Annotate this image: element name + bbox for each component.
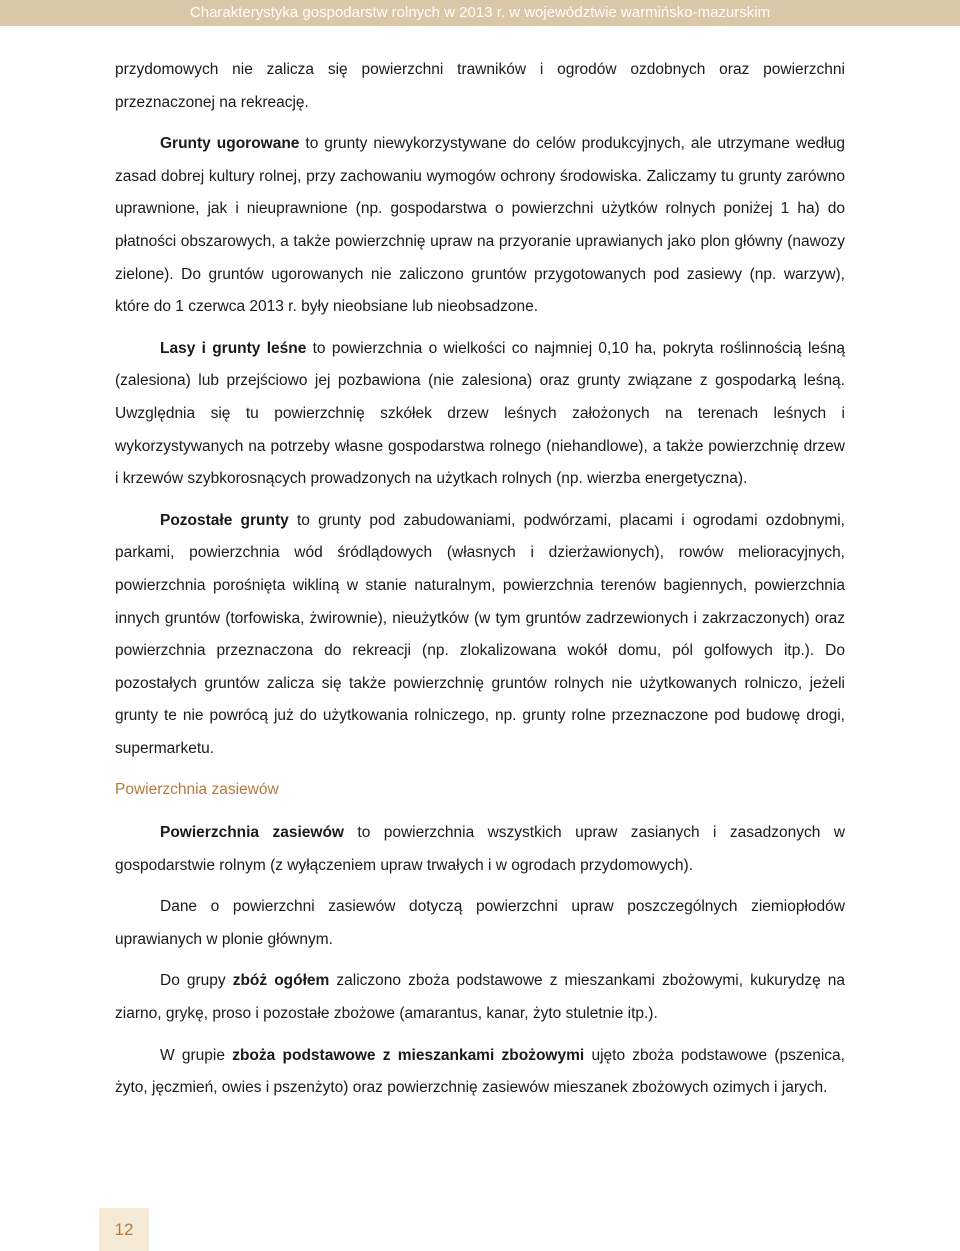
- paragraph-text: W grupie: [160, 1046, 233, 1064]
- term-forests: Lasy i grunty leśne: [160, 339, 307, 357]
- paragraph-text: to grunty niewykorzystywane do celów produkcyjnych, ale utrzymane według zasad dobrej kultury rolnej, przy zachowaniu wymogów ochrony środowiska. Zaliczamy tu grunty zarówno uprawnione, jak i nieuprawnione (np. gospodarstwa o powierzchni użytków rolnych poniżej 1 ha) do płatności obszarowych, a także powierzchnię upraw na przyoranie uprawianych jako plon główny (nawozy zielone). Do gruntów ugorowanych nie zaliczono gruntów przygotowanych pod zasiewy (np. warzyw), które do 1 czerwca 2013 r. były nieobsiane lub nieobsadzone.: [115, 135, 845, 316]
- page-number: 12: [114, 1220, 134, 1239]
- paragraph-text: Do grupy: [160, 972, 233, 990]
- paragraph-sown-area: [115, 817, 845, 882]
- paragraph-text: to powierzchnia o wielkości co najmniej 0,10 ha, pokryta roślinnością leśną (zalesiona) lub przejściowo jej pozbawiona (nie zalesiona) oraz grunty związane z gospodarką leśną. Uwzględnia się tu powierzchnię szkółek drzew leśnych założonych na terenach leśnych i wykorzystywanych na potrzeby własne gospodarstwa rolnego (niehandlowe), a także powierzchnię drzew i krzewów szybkorosnących prowadzonych na użytkach rolnych (np. wierzba energetyczna).: [115, 339, 845, 488]
- running-header: [0, 0, 960, 26]
- paragraph-text: zaliczono zboża podstawowe z mieszankami zbożowymi, kukurydzę na ziarno, grykę, proso i pozostałe zbożowe (amarantus, kanar, żyto stuletnie itp.).: [115, 972, 846, 1023]
- paragraph-lawns: [115, 54, 845, 119]
- section-heading: [115, 774, 845, 807]
- term-other-land: Pozostałe grunty: [160, 511, 289, 529]
- paragraph-forests: [115, 333, 845, 496]
- term-basic-cereals: zboża podstawowe z mieszankami zbożowymi: [232, 1046, 585, 1064]
- paragraph-sown-data: [115, 891, 845, 956]
- paragraph-basic-cereals: [115, 1040, 845, 1105]
- term-fallow-land: Grunty ugorowane: [160, 135, 300, 153]
- paragraph-text: przydomowych nie zalicza się powierzchni trawników i ogrodów ozdobnych oraz powierzchni przeznaczonej na rekreację.: [115, 61, 845, 111]
- section-heading-text: Powierzchnia zasiewów: [115, 781, 279, 799]
- paragraph-fallow-land: [115, 128, 845, 324]
- running-header-title: Charakterystyka gospodarstw rolnych w 2013 r. w województwie warmińsko-mazurskim: [189, 4, 771, 21]
- paragraph-text: to grunty pod zabudowaniami, podwórzami, placami i ogrodami ozdobnymi, parkami, powierzchnia wód śródlądowych (własnych i dzierżawionych), rowów melioracyjnych, powierzchnia porośnięta wikliną w stanie naturalnym, powierzchnia terenów bagiennych, powierzchnia innych gruntów (torfowiska, żwirownie), nieużytków (w tym gruntów zadrzewionych i zakrzaczonych) oraz powierzchnia przeznaczona do rekreacji (np. zlokalizowana wokół domu, pól golfowych itp.). Do pozostałych gruntów zalicza się także powierzchnię gruntów rolnych nie użytkowanych rolniczo, jeżeli grunty te nie powrócą już do użytkowania rolniczego, np. grunty rolne przeznaczone pod budowę drogi, supermarketu.: [115, 511, 845, 757]
- paragraph-text: ujęto zboża podstawowe (pszenica, żyto, jęczmień, owies i pszenżyto) oraz powierzchnię zasiewów mieszanek zbożowych ozimych i jarych.: [115, 1046, 845, 1097]
- term-cereals-total: zbóż ogółem: [232, 972, 330, 990]
- term-sown-area: Powierzchnia zasiewów: [160, 824, 344, 842]
- paragraph-other-land: [115, 505, 845, 766]
- paragraph-cereals-total: [115, 965, 845, 1030]
- paragraph-text: Dane o powierzchni zasiewów dotyczą powierzchni upraw poszczególnych ziemiopłodów uprawianych w plonie głównym.: [115, 898, 845, 948]
- document-body: [115, 54, 845, 1114]
- paragraph-text: to powierzchnia wszystkich upraw zasianych i zasadzonych w gospodarstwie rolnym (z wyłączeniem upraw trwałych i w ogrodach przydomowych).: [115, 824, 845, 874]
